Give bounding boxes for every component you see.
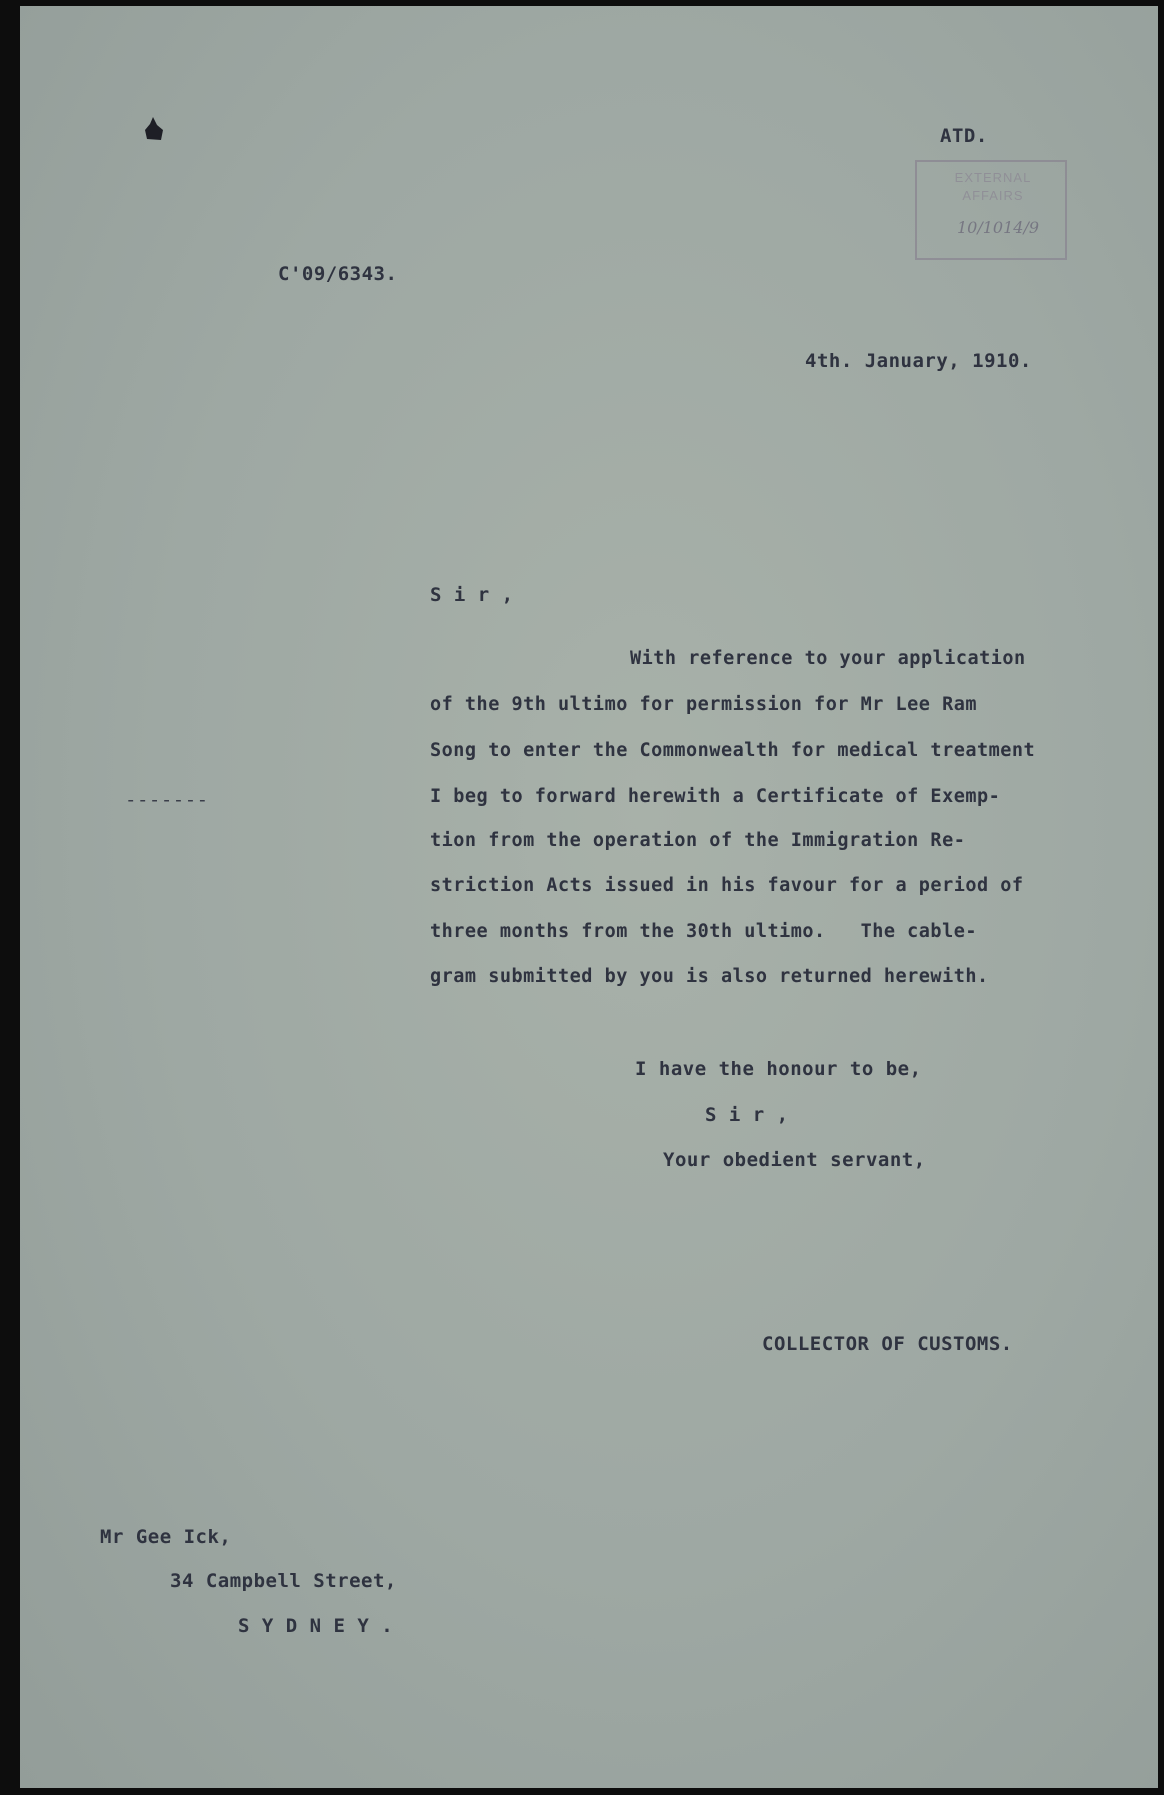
closing-line-3: Your obedient servant, xyxy=(663,1149,926,1171)
body-line-8: gram submitted by you is also returned herewith. xyxy=(430,966,989,987)
letter-date: 4th. January, 1910. xyxy=(805,350,1032,372)
body-line-5: tion from the operation of the Immigration Re- xyxy=(430,830,966,851)
body-line-3: Song to enter the Commonwealth for medical treatment xyxy=(430,740,1036,761)
addressee-street: 34 Campbell Street, xyxy=(170,1570,397,1592)
addressee-city: S Y D N E Y . xyxy=(238,1615,394,1637)
reference-number: C'09/6343. xyxy=(278,263,398,285)
signature-title: COLLECTOR OF CUSTOMS. xyxy=(762,1333,1013,1355)
stamp-handwritten-number: 10/1014/9 xyxy=(957,218,1040,237)
body-line-4: I beg to forward herewith a Certificate of Exemp- xyxy=(430,786,1001,807)
body-line-2: of the 9th ultimo for permission for Mr Lee Ram xyxy=(430,694,977,715)
salutation: S i r , xyxy=(430,584,514,606)
letter-page xyxy=(20,6,1158,1788)
margin-dash: ------- xyxy=(125,789,209,811)
body-line-6: striction Acts issued in his favour for a period of xyxy=(430,875,1024,896)
closing-line-1: I have the honour to be, xyxy=(635,1058,922,1080)
closing-line-2: S i r , xyxy=(705,1104,789,1126)
addressee-name: Mr Gee Ick, xyxy=(100,1526,232,1548)
stamp-line-1: EXTERNAL xyxy=(954,170,1032,185)
stamp-line-2: AFFAIRS xyxy=(962,188,1024,203)
received-stamp xyxy=(915,160,1067,260)
body-line-7: three months from the 30th ultimo. The cable- xyxy=(430,921,977,942)
atd-mark: ATD. xyxy=(940,125,988,147)
ink-mark-icon xyxy=(144,116,164,142)
body-line-1: With reference to your application xyxy=(630,648,1026,669)
